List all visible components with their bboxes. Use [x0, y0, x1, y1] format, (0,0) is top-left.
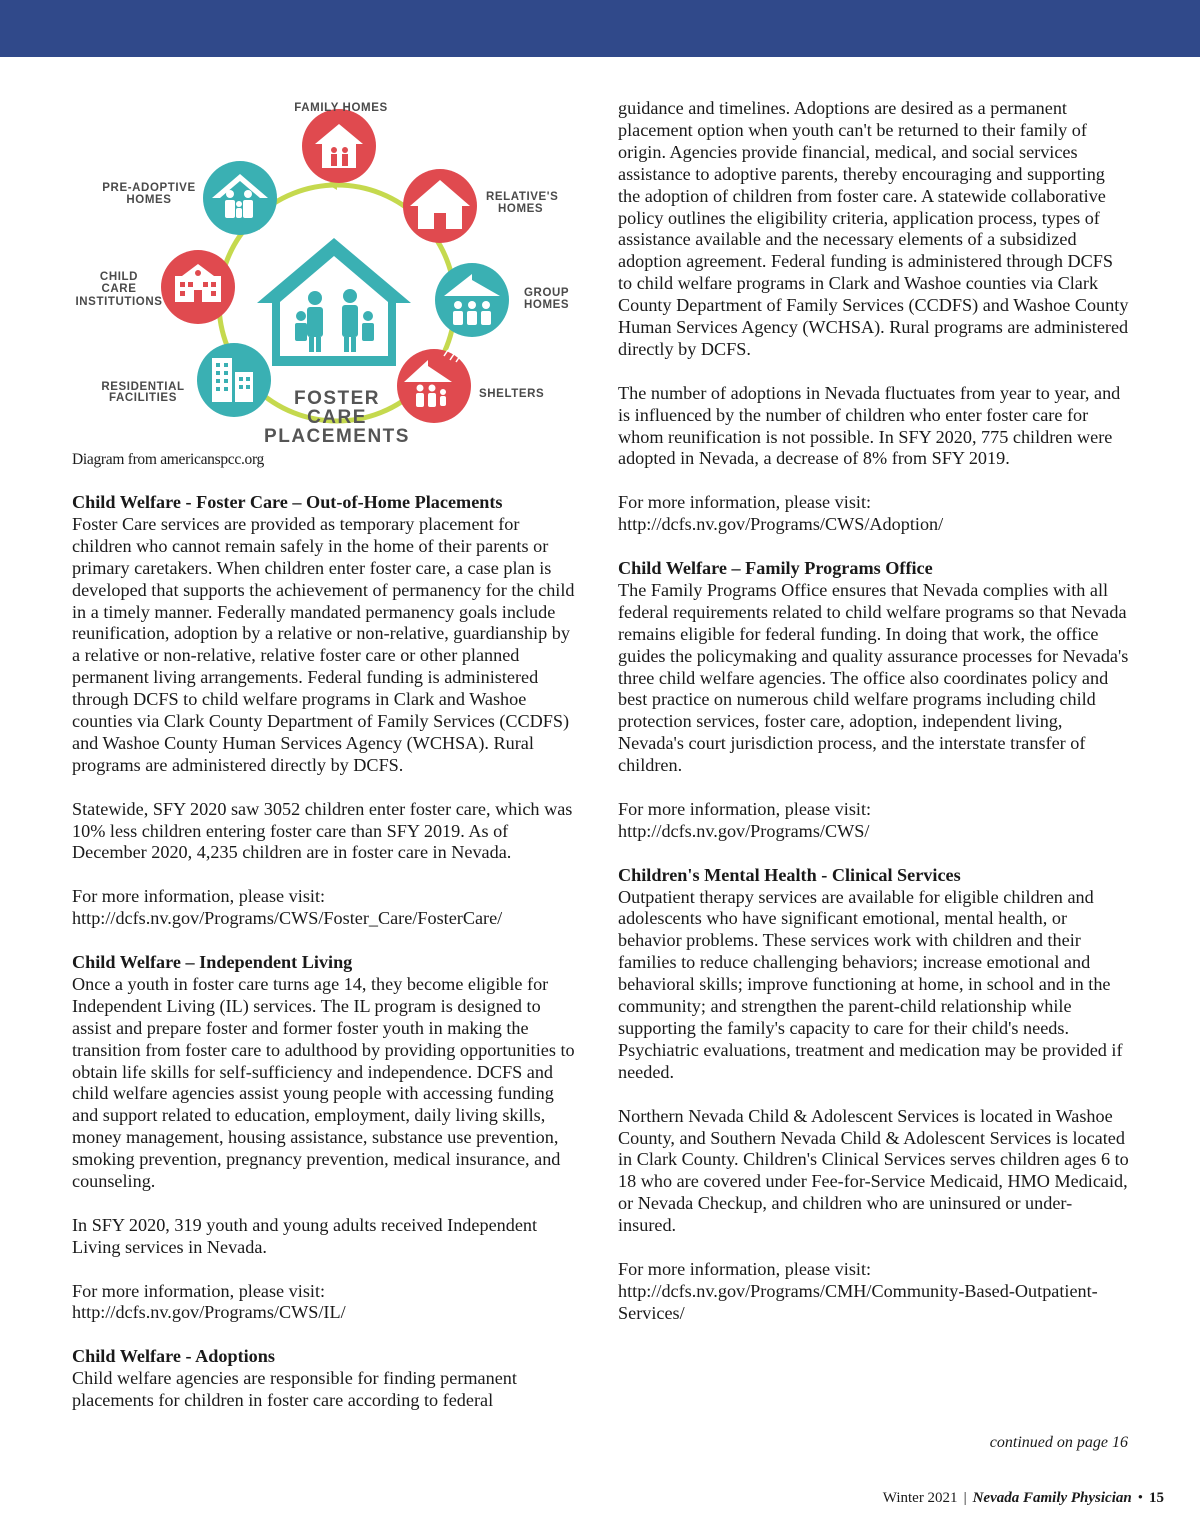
- label-pre-adoptive-2: HOMES: [126, 194, 172, 206]
- independent-living-more-info: [72, 1281, 582, 1325]
- adoptions-text-continued: guidance and timelines. Adoptions are desired as a permanent placement option when youth can't be returned to their family of origin. Agencies provide financial, medical, and social services assistance to adoptive parents, thereby encouraging and supporting the adoption of children from foster care. A statewide collaborative policy outlines the eligibility criteria, application process, types of assistance available and the necessary elements of a subsidized adoption agreement. Federal funding is administered through DCFS to child welfare programs in Clark and Washoe counties via Clark County Department of Family Services (CCDFS) and Washoe County Human Services Agency (WCHSA). Rural programs are administered directly by DCFS.: [618, 98, 1129, 359]
- heading-mental-health: Children's Mental Health - Clinical Services: [618, 864, 961, 885]
- more-info-label: For more information, please visit:: [618, 798, 872, 819]
- label-residential-2: FACILITIES: [109, 392, 177, 404]
- adoptions-link[interactable]: http://dcfs.nv.gov/Programs/CWS/Adoption/: [618, 514, 944, 535]
- foster-care-text: Foster Care services are provided as temporary placement for children who cannot remain safely in the home of their parents or primary caretakers. When children enter foster care, a case plan is developed that supports the achievement of permanency for the child in a timely manner. Federally mandated permanency goals include reunification, adoption by a relative or non-relative, guardianship by a relative or non-relative, relative foster care or other planned permanent living arrangements. Federal funding is administered through DCFS to child welfare programs in Clark and Washoe counties via Clark County Department of Family Services (CCDFS) and Washoe County Human Services Agency (WCHSA). Rural programs are administered directly by DCFS.: [72, 513, 575, 775]
- family-homes-node: [302, 109, 376, 183]
- label-relatives-homes-2: HOMES: [498, 203, 544, 215]
- section-mental-health: [618, 865, 1130, 1084]
- more-info-label: For more information, please visit:: [618, 1258, 872, 1279]
- continued-note: continued on page 16: [989, 1434, 1128, 1451]
- mental-health-locations: Northern Nevada Child & Adolescent Services is located in Washoe County, and Southern Nevada Child & Adolescent Services is located in Clark County. Children's Clinical Services serves children ages 6 to 18 who are covered under Fee-for-Service Medicaid, HMO Medicaid, or Nevada Checkup, and children who are uninsured or under-insured.: [618, 1105, 1129, 1236]
- label-group-homes-1: GROUP: [524, 287, 570, 299]
- diagram-title-3: PLACEMENTS: [264, 426, 410, 447]
- foster-care-link[interactable]: http://dcfs.nv.gov/Programs/CWS/Foster_Care/FosterCare/: [72, 908, 503, 929]
- more-info-label: For more information, please visit:: [618, 492, 872, 513]
- family-programs-more-info: [618, 799, 1130, 843]
- footer-season: Winter 2021: [882, 1490, 958, 1506]
- diagram-title-1: FOSTER: [293, 388, 381, 409]
- independent-living-link[interactable]: http://dcfs.nv.gov/Programs/CWS/IL/: [72, 1302, 346, 1323]
- heading-independent-living: Child Welfare – Independent Living: [72, 951, 353, 972]
- section-foster-care: [72, 492, 582, 777]
- mental-health-more-info: [618, 1259, 1130, 1325]
- diagram-caption: Diagram from americanspcc.org: [72, 451, 264, 468]
- label-child-care-2: CARE: [101, 283, 137, 295]
- center-house-icon: [257, 238, 411, 366]
- foster-care-stats: Statewide, SFY 2020 saw 3052 children enter foster care, which was 10% less children entering foster care than SFY 2019. As of December 2020, 4,235 children are in foster care in Nevada.: [72, 798, 573, 863]
- foster-care-diagram: [72, 88, 582, 448]
- diagram-title-2: CARE: [307, 407, 367, 428]
- section-family-programs: [618, 558, 1130, 777]
- label-residential-1: RESIDENTIAL: [101, 381, 185, 393]
- right-column: [618, 98, 1130, 1347]
- child-care-institutions-node: [161, 250, 235, 324]
- residential-facilities-node: [197, 343, 271, 417]
- header-band: [0, 0, 1200, 57]
- page-footer: [883, 1490, 1164, 1507]
- family-programs-link[interactable]: http://dcfs.nv.gov/Programs/CWS/: [618, 820, 870, 841]
- label-shelters: SHELTERS: [479, 388, 545, 400]
- label-group-homes-2: HOMES: [524, 299, 570, 311]
- adoptions-more-info: [618, 492, 1130, 536]
- section-independent-living: [72, 952, 582, 1193]
- footer-magazine: Nevada Family Physician: [972, 1490, 1132, 1506]
- independent-living-stats: In SFY 2020, 319 youth and young adults received Independent Living services in Nevada.: [72, 1214, 538, 1257]
- page-number: 15: [1149, 1490, 1164, 1506]
- shelters-node: [397, 349, 471, 423]
- label-family-homes: FAMILY HOMES: [294, 102, 388, 114]
- footer-bullet: •: [1137, 1490, 1143, 1506]
- relatives-homes-node: [403, 169, 477, 243]
- more-info-label: For more information, please visit:: [72, 886, 326, 907]
- adoptions-text-start: Child welfare agencies are responsible for finding permanent placements for children in foster care according to federal: [72, 1368, 517, 1411]
- mental-health-link[interactable]: http://dcfs.nv.gov/Programs/CMH/Community-Based-Outpatient-Services/: [618, 1280, 1098, 1323]
- foster-care-more-info: [72, 886, 582, 930]
- group-homes-node: [435, 263, 509, 337]
- independent-living-text: Once a youth in foster care turns age 14, they become eligible for Independent Living (IL) services. The IL program is designed to assist and prepare foster and former foster youth in making the transition from foster care to adulthood by providing opportunities to obtain life skills for self-sufficiency and independence. DCFS and child welfare agencies assist young people with accessing funding and support related to education, employment, daily living skills, money management, housing assistance, substance use prevention, smoking prevention, pregnancy prevention, medical insurance, and counseling.: [72, 973, 575, 1192]
- adoptions-stats: The number of adoptions in Nevada fluctuates from year to year, and is influenced by the number of children who enter foster care for whom reunification is not possible. In SFY 2020, 775 children were adopted in Nevada, a decrease of 8% from SFY 2019.: [618, 382, 1121, 469]
- more-info-label: For more information, please visit:: [72, 1280, 326, 1301]
- heading-adoptions: Child Welfare - Adoptions: [72, 1346, 275, 1367]
- pre-adoptive-homes-node: [203, 161, 277, 235]
- heading-family-programs: Child Welfare – Family Programs Office: [618, 557, 933, 578]
- left-column: [72, 492, 582, 1434]
- mental-health-text: Outpatient therapy services are available for eligible children and adolescents who have significant emotional, mental health, or behavior problems. These services work with children and their families to reduce challenging behaviors; increase emotional and behavioral skills; improve functioning at home, in school and in the community; and strengthen the parent-child relationship while supporting the family's capacity to care for their child's needs. Psychiatric evaluations, treatment and medication may be provided if needed.: [618, 886, 1123, 1082]
- footer-divider: |: [963, 1490, 967, 1506]
- label-relatives-homes-1: RELATIVE'S: [486, 191, 559, 203]
- heading-foster-care: Child Welfare - Foster Care – Out-of-Home Placements: [72, 492, 503, 512]
- section-adoptions: [72, 1346, 582, 1412]
- label-pre-adoptive-1: PRE-ADOPTIVE: [102, 182, 196, 194]
- label-child-care-3: INSTITUTIONS: [75, 296, 163, 308]
- label-child-care-1: CHILD: [99, 271, 139, 283]
- family-programs-text: The Family Programs Office ensures that Nevada complies with all federal requirements related to child welfare programs so that Nevada remains eligible for federal funding. In doing that work, the office guides the policymaking and quality assurance processes for Nevada's three child welfare agencies. The office also coordinates policy and best practice on numerous child welfare programs including child protection services, foster care, adoption, independent living, Nevada's court jurisdiction process, and the interstate transfer of children.: [618, 579, 1129, 776]
